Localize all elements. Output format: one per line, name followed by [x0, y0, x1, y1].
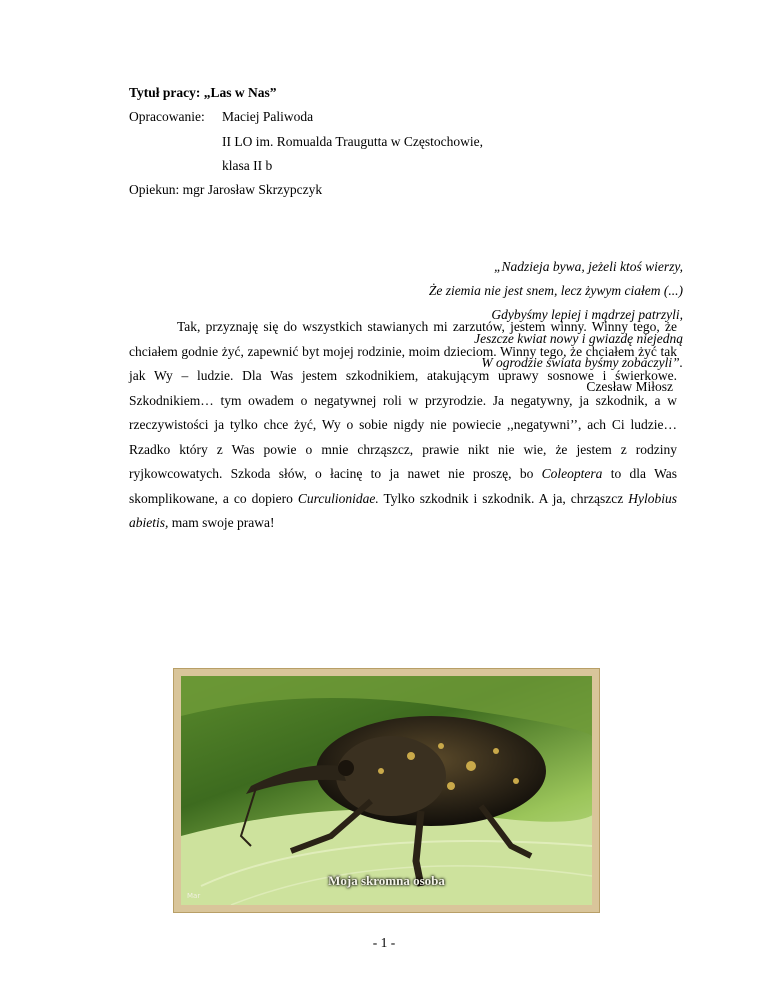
author-line	[129, 109, 314, 125]
author-name: Maciej Paliwoda	[222, 109, 314, 124]
supervisor-line	[129, 182, 322, 198]
poem-line: Że ziemia nie jest snem, lecz żywym ciałem (...)	[428, 283, 683, 298]
class-name: klasa II b	[222, 158, 273, 173]
body-text-3: Tylko szkodnik i szkodnik. A ja, chrząszcz	[383, 490, 624, 506]
school-name: II LO im. Romualda Traugutta w Częstochowie,	[222, 134, 483, 149]
body-paragraph	[129, 315, 677, 536]
body-text-1: Tak, przyznaję się do wszystkich stawianych mi zarzutów, jestem winny. Winny tego, że chciałem godnie żyć, zapewnić byt mojej rodzinie, moim dzieciom. Winny tego, że chciałem żyć tak jak Wy – ludzie. Dla Was jestem szkodnikiem, atakującym uprawy sosnowe i świerkowe. Szkodnikiem… tym owadem o negatywnej roli w przyrodzie. Ja negatywny, ja szkodnik, a w rzeczywistości ja tylko chce żyć, Wy o sobie nigdy nie powiecie ,,negatywni’’, ach Ci ludzie… Rzadko który z Was powie o mnie chrząszcz, prawie nikt nie wie, że jestem z rodziny ryjkowcowatych. Szkoda słów, o łacinę to ja nawet nie proszę, bo	[129, 319, 677, 481]
poem-line: „Nadzieja bywa, jeżeli ktoś wierzy,	[494, 259, 683, 274]
page-number: - 1 -	[372, 935, 396, 950]
work-title: „Las w Nas”	[203, 85, 277, 100]
photographer-signature: Mar	[187, 892, 201, 900]
latin-term-hylobius: Hylobius abietis,	[129, 490, 677, 530]
poem-line: W ogrodzie świata byśmy zobaczyli”.	[481, 355, 683, 370]
weevil-photo	[181, 676, 592, 905]
supervisor-name: mgr Jarosław Skrzypczyk	[182, 182, 323, 197]
author-label: Opracowanie:	[129, 109, 205, 124]
weevil-illustration	[181, 676, 592, 905]
body-text-4: mam swoje prawa!	[171, 515, 275, 530]
title-line	[129, 85, 277, 101]
title-label: Tytuł pracy:	[129, 85, 201, 100]
weevil-photo-frame	[173, 668, 600, 913]
poem-line: Jeszcze kwiat nowy i gwiazdę niejedną	[474, 331, 683, 346]
poem-line: Gdybyśmy lepiej i mądrzej patrzyli,	[491, 307, 683, 322]
photo-caption: Moja skromna osoba	[328, 873, 445, 888]
latin-term-curculionidae: Curculionidae.	[297, 490, 379, 506]
supervisor-label: Opiekun:	[129, 182, 180, 197]
body-text-2: to dla Was skomplikowane, a co dopiero	[129, 466, 678, 506]
latin-term-coleoptera: Coleoptera	[541, 466, 603, 481]
poem-author: Czesław Miłosz	[586, 379, 673, 394]
